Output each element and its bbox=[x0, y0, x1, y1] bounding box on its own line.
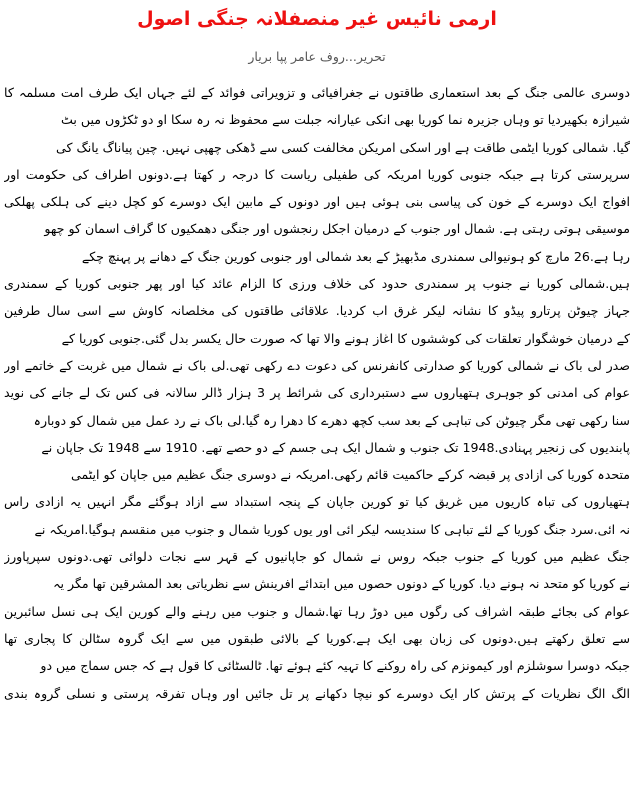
body-line: گیا. شمالی کوریا ایٹمی طاقت ہے اور اسکی امریکن مخالفت کسی سے ڈھکی چھپی نہیں. چین پیاناگ یانگ کی bbox=[56, 139, 630, 155]
article-title: ارمی نائیس غیر منصفلانہ جنگی اصول bbox=[137, 8, 497, 30]
body-line: سرپرستی کرتا ہے جبکہ جنوبی کوریا امریکہ کی طفیلی ریاست کا درجہ ر کھتا ہے.دونوں اطراف کی حکومت اور bbox=[4, 166, 630, 182]
body-line: جنگ عظیم میں کوریا کے جنوب جبکہ روس نے شمال کو جاپانیوں کے قہر سے نجات دلوائی تھی.دونوں سپرپاورز bbox=[4, 549, 630, 565]
body-line: کے درمیان خوشگوار تعلقات کی کوششوں کا اغاز ہونے والا تھا کہ صورت حال یکسر بدل گئی.جنوبی کوریا کے bbox=[61, 330, 630, 346]
article-byline: تحریر...روف عامر پپا بریار bbox=[248, 49, 386, 64]
body-line: دوسری عالمی جنگ کے بعد استعماری طاقتوں نے جغرافیائی و تزویراتی فوائد کے لئے جہاں ایک طرف امت مسلمہ کا bbox=[4, 85, 630, 100]
body-line: رہا ہے.26 مارچ کو ہونیوالی سمندری مڈبھیڑ کے بعد شمالی اور جنوبی کورین جنگ کے دھانے پر پہنچ چکے bbox=[81, 248, 630, 264]
body-line: ہیں.شمالی کوریا نے جنوب پر سمندری حدود کی خلاف ورزی کا الزام عائد کیا اور پھر جنوبی کوریا کے سمندری bbox=[4, 276, 630, 292]
body-line: صدر لی باک نے شمالی کوریا کو صدارتی کانفرنس کی دعوت دے رکھی تھی.لی باک نے شمال میں غربت کے خاتمے اور bbox=[4, 357, 630, 373]
body-line: ہتھیاروں کی تباہ کاریوں میں غریق کیا تو کورین جاپان کے پنجہ استبداد سے ازاد ہوگئے مگر انہیں یہ ازادی راس bbox=[4, 494, 630, 510]
body-line: شیرازہ بکھیردیا تو وہاں جزیرہ نما کوریا بھی انکی عیارانہ جبلت سے محفوظ نہ رہ سکا او دو ٹکڑوں میں بٹ bbox=[61, 112, 630, 128]
article-body bbox=[4, 79, 630, 707]
body-line: افواج ایک دوسرے کے خون کی پیاسی بنی ہوئی ہیں اور دونوں کے مابین ایک دوسرے کو کچل دینے کی ہلکی پھلکی bbox=[4, 194, 630, 210]
body-line: سے تعلق رکھتے ہیں.دونوں کی زبان بھی ایک ہے.کوریا کے بالائی طبقوں میں سے ایک گروہ سٹالن کا پجاری تھا bbox=[4, 630, 630, 646]
body-line: جبکہ دوسرا سوشلزم اور کیمونزم کی راہ روکنے کا تہیہ کئے ہوئے تھا. ٹالسٹائی کا قول ہے کہ جس سماج میں دو bbox=[40, 658, 630, 674]
body-line: متحدہ کوریا کی ازادی پر قبضہ کرکے حاکمیت قائم رکھی.امریکہ نے دوسری جنگ عظیم میں جاپان کو ایٹمی bbox=[70, 467, 630, 483]
body-line: نہ ائی.سرد جنگ کوریا کے لئے تباہی کا سندیسہ لیکر ائی اور یوں کوریا شمال و جنوب میں منقسم ہوگیا.امریکہ نے bbox=[34, 521, 630, 537]
body-line: پابندیوں کی زنجیر پہنادی.1948 تک جنوب و شمال ایک ہی جسم کے دو حصے تھے. 1910 سے 1948 تک جاپان نے bbox=[41, 439, 630, 455]
body-line: موسیقی ہوتی رہتی ہے. شمال اور جنوب کے درمیان اجکل رنجشوں اور جنگی دھمکیوں کا گراف اسمان کو چھو bbox=[44, 221, 630, 237]
body-line: الگ الگ نظریات کے پرتش کار ایک دوسرے کو نیچا دکھانے پر تل جائیں اور وہاں تفرقہ پرستی و نسلی گروہ بندی bbox=[4, 685, 630, 701]
body-line: جہاز چیوٹن پرتارو پیڈو کا نشانہ لیکر غرق اب کردیا. علاقائی طاقتوں کی مخلصانہ کاوش سے اسی سال طرفین bbox=[4, 303, 630, 319]
body-line: عوام کی بجائے طبقہ اشراف کی رگوں میں دوڑ رہا تھا.شمال و جنوب میں رہنے والے کورین ایک ہی نسل سائبرین bbox=[4, 603, 630, 619]
body-line: عوام کی امدنی کو جوہری ہتھیاروں سے دستبرداری کی شرائط پر 3 ہزار ڈالر سالانہ فی کس تک لے جانے کی نوید bbox=[4, 385, 630, 401]
body-line: سنا رکھی تھی مگر چیوٹن کی تباہی کے بعد سب کچھ دھرے کا دھرا رہ گیا.لی باک نے رد عمل میں شمال کو دوبارہ bbox=[33, 412, 630, 428]
body-line: نے کوریا کو متحد نہ ہونے دیا. کوریا کے دونوں حصوں میں ابتدائے افرینش سے نظریاتی بعد المشرقین تھا مگر یہ bbox=[53, 576, 630, 592]
